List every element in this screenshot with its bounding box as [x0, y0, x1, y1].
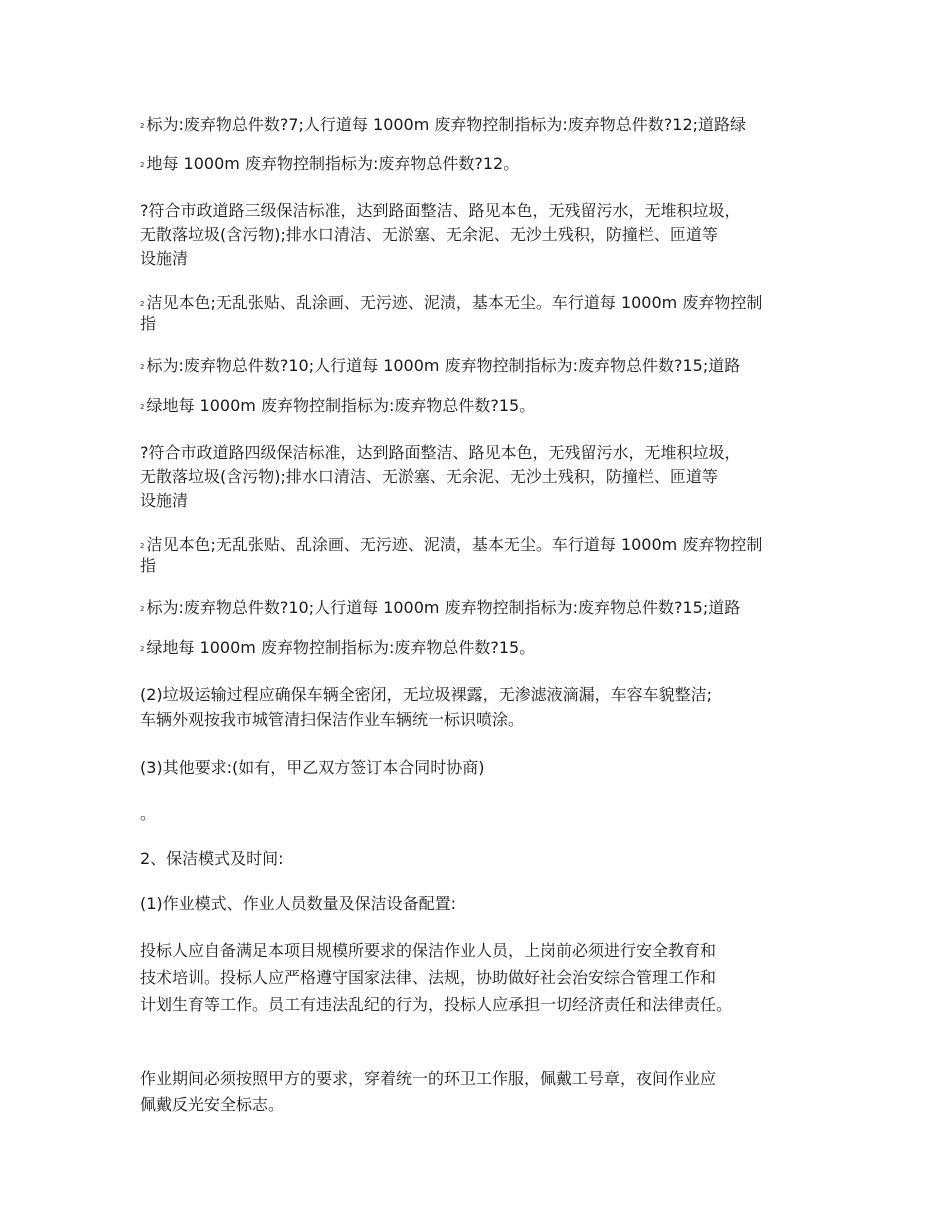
- paragraph-8: 2 洁见本色;无乱张贴、乱涂画、无污迹、泥渍，基本无尘。车行道每 1000m 废弃物控制 指: [140, 535, 763, 575]
- list-marker: 2: [140, 402, 145, 411]
- paragraph-5: 2 标为:废弃物总件数?10;人行道每 1000m 废弃物控制指标为:废弃物总件数?15;道路: [140, 356, 741, 375]
- paragraph-6: 2 绿地每 1000m 废弃物控制指标为:废弃物总件数?15。: [140, 396, 536, 415]
- subsection-heading: (1)作业模式、作业人员数量及保洁设备配置:: [140, 894, 457, 913]
- section-heading: 2、保洁模式及时间:: [140, 849, 284, 868]
- list-marker: 2: [140, 541, 145, 550]
- list-marker: 2: [140, 299, 145, 308]
- paragraph-9: 2 标为:废弃物总件数?10;人行道每 1000m 废弃物控制指标为:废弃物总件数?15;道路: [140, 598, 741, 617]
- list-marker: 2: [140, 644, 145, 653]
- paragraph-16: 投标人应自备满足本项目规模所要求的保洁作业人员，上岗前必须进行安全教育和 技术培训。投标人应严格遵守国家法律、法规，协助做好社会治安综合管理工作和 计划生育等工作。员工有违法乱纪的行为，投标人应承担一切经济责任和法律责任。: [140, 941, 733, 1014]
- paragraph-7: ?符合市政道路四级保洁标准，达到路面整洁、路见本色，无残留污水，无堆积垃圾， 无散落垃圾(含污物);排水口清洁、无淤塞、无余泥、无沙土残积，防撞栏、匝道等 设施清: [140, 443, 741, 510]
- list-marker: 2: [140, 362, 145, 371]
- list-marker: 2: [140, 121, 145, 130]
- paragraph-12: (3)其他要求:(如有，甲乙双方签订本合同时协商): [140, 758, 485, 777]
- paragraph-1: 2 标为:废弃物总件数?7;人行道每 1000m 废弃物控制指标为:废弃物总件数?12;道路绿: [140, 115, 747, 134]
- paragraph-11: (2)垃圾运输过程应确保车辆全密闭，无垃圾裸露，无渗滤液滴漏，车容车貌整洁; 车辆外观按我市城管清扫保洁作业车辆统一标识喷涂。: [140, 685, 713, 729]
- list-marker: 2: [140, 160, 145, 169]
- paragraph-10: 2 绿地每 1000m 废弃物控制指标为:废弃物总件数?15。: [140, 638, 536, 657]
- paragraph-13: 。: [140, 804, 157, 823]
- paragraph-2: 2 地每 1000m 废弃物控制指标为:废弃物总件数?12。: [140, 154, 520, 173]
- paragraph-4: 2 洁见本色;无乱张贴、乱涂画、无污迹、泥渍，基本无尘。车行道每 1000m 废弃物控制 指: [140, 293, 763, 333]
- paragraph-3: ?符合市政道路三级保洁标准，达到路面整洁、路见本色，无残留污水，无堆积垃圾， 无散落垃圾(含污物);排水口清洁、无淤塞、无余泥、无沙土残积，防撞栏、匝道等 设施清: [140, 201, 741, 268]
- list-marker: 2: [140, 604, 145, 613]
- paragraph-17: 作业期间必须按照甲方的要求，穿着统一的环卫工作服，佩戴工号章，夜间作业应 佩戴反光安全标志。: [140, 1069, 717, 1114]
